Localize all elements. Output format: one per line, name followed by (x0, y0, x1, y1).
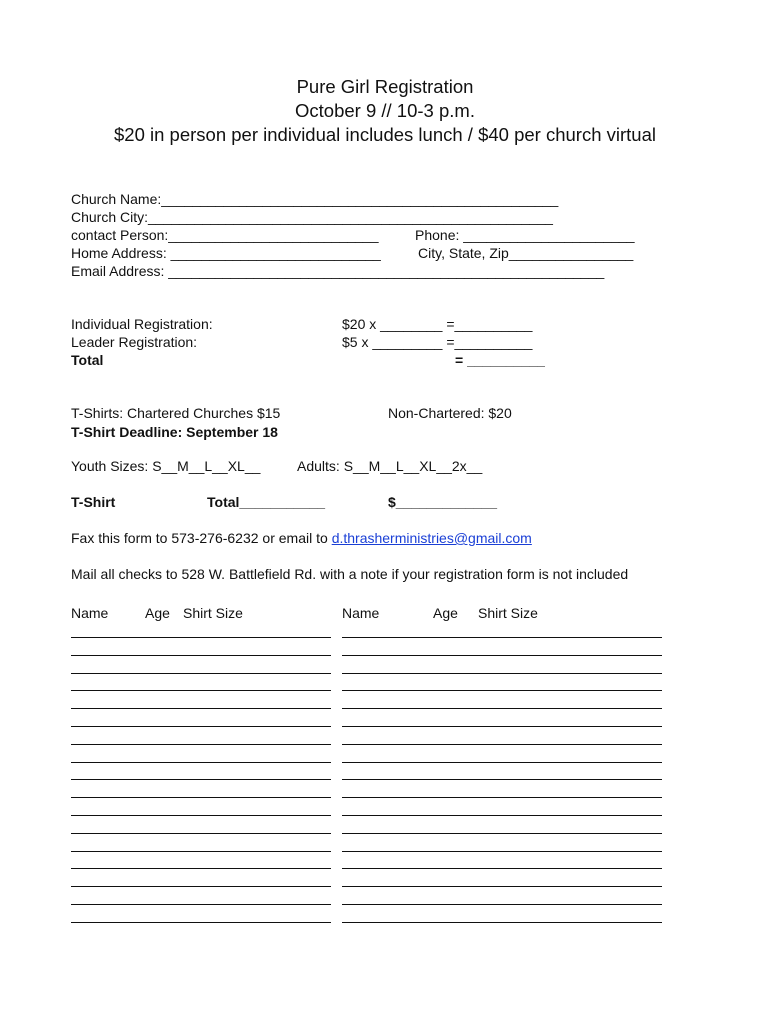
roster-right-entry-line[interactable] (342, 655, 662, 656)
fax-text: Fax this form to 573-276-6232 or email to (71, 530, 332, 546)
roster-left-entry-line[interactable] (71, 726, 331, 727)
church-city-field[interactable]: Church City:____________________________________________________ (71, 209, 553, 225)
roster-right-entry-line[interactable] (342, 779, 662, 780)
individual-registration-label: Individual Registration: (71, 316, 213, 332)
youth-sizes-field[interactable]: Youth Sizes: S__M__L__XL__ (71, 458, 261, 474)
roster-left-entry-line[interactable] (71, 833, 331, 834)
roster-right-entry-line[interactable] (342, 690, 662, 691)
form-title: Pure Girl Registration (296, 76, 474, 97)
roster-right-entry-line[interactable] (342, 815, 662, 816)
roster-left-entry-line[interactable] (71, 797, 331, 798)
phone-field[interactable]: Phone: ______________________ (415, 227, 635, 243)
roster-right-entry-line[interactable] (342, 922, 662, 923)
roster-left-shirt-header: Shirt Size (183, 605, 243, 621)
roster-right-entry-line[interactable] (342, 673, 662, 674)
leader-registration-calc[interactable]: $5 x _________ =__________ (342, 334, 533, 350)
roster-right-entry-line[interactable] (342, 708, 662, 709)
adult-sizes-field[interactable]: Adults: S__M__L__XL__2x__ (297, 458, 483, 474)
email-link[interactable]: d.thrasherministries@gmail.com (331, 530, 532, 546)
roster-left-entry-line[interactable] (71, 690, 331, 691)
roster-left-entry-line[interactable] (71, 815, 331, 816)
roster-right-name-header: Name (342, 605, 380, 621)
tshirt-non-chartered-price: Non-Chartered: $20 (388, 405, 512, 421)
roster-left-age-header: Age (145, 605, 170, 621)
roster-left-name-header: Name (71, 605, 109, 621)
roster-left-entry-line[interactable] (71, 762, 331, 763)
church-name-field[interactable]: Church Name:___________________________________________________ (71, 191, 559, 207)
roster-left-entry-line[interactable] (71, 886, 331, 887)
roster-right-entry-line[interactable] (342, 851, 662, 852)
home-address-field[interactable]: Home Address: ___________________________ (71, 245, 381, 261)
tshirt-deadline: T-Shirt Deadline: September 18 (71, 424, 278, 440)
leader-registration-label: Leader Registration: (71, 334, 198, 350)
pricing-line: $20 in person per individual includes lunch / $40 per church virtual (114, 124, 656, 145)
roster-right-entry-line[interactable] (342, 637, 662, 638)
mail-instructions: Mail all checks to 528 W. Battlefield Rd. with a note if your registration form is not included (71, 566, 629, 582)
roster-right-entry-line[interactable] (342, 726, 662, 727)
roster-right-entry-line[interactable] (342, 868, 662, 869)
roster-left-entry-line[interactable] (71, 904, 331, 905)
roster-left-entry-line[interactable] (71, 637, 331, 638)
contact-person-field[interactable]: contact Person:___________________________ (71, 227, 379, 243)
roster-left-entry-line[interactable] (71, 851, 331, 852)
tshirt-total-field[interactable]: Total___________ (207, 494, 326, 510)
roster-right-entry-line[interactable] (342, 886, 662, 887)
total-value[interactable]: = __________ (455, 352, 545, 368)
roster-right-entry-line[interactable] (342, 744, 662, 745)
roster-right-shirt-header: Shirt Size (478, 605, 538, 621)
tshirt-label: T-Shirt (71, 494, 116, 510)
roster-left-entry-line[interactable] (71, 868, 331, 869)
roster-right-entry-line[interactable] (342, 833, 662, 834)
roster-right-entry-line[interactable] (342, 762, 662, 763)
roster-right-entry-line[interactable] (342, 904, 662, 905)
event-date-time: October 9 // 10-3 p.m. (295, 100, 475, 121)
roster-right-entry-line[interactable] (342, 797, 662, 798)
total-label: Total (71, 352, 104, 368)
roster-left-entry-line[interactable] (71, 779, 331, 780)
roster-left-entry-line[interactable] (71, 922, 331, 923)
email-address-field[interactable]: Email Address: ________________________________________________________ (71, 263, 605, 279)
individual-registration-calc[interactable]: $20 x ________ =__________ (342, 316, 533, 332)
tshirt-dollar-field[interactable]: $_____________ (388, 494, 498, 510)
roster-left-entry-line[interactable] (71, 744, 331, 745)
roster-left-entry-line[interactable] (71, 655, 331, 656)
roster-left-entry-line[interactable] (71, 673, 331, 674)
roster-left-entry-line[interactable] (71, 708, 331, 709)
fax-instructions (71, 529, 532, 547)
tshirt-chartered-price: T-Shirts: Chartered Churches $15 (71, 405, 281, 421)
city-state-zip-field[interactable]: City, State, Zip________________ (418, 245, 634, 261)
roster-right-age-header: Age (433, 605, 458, 621)
